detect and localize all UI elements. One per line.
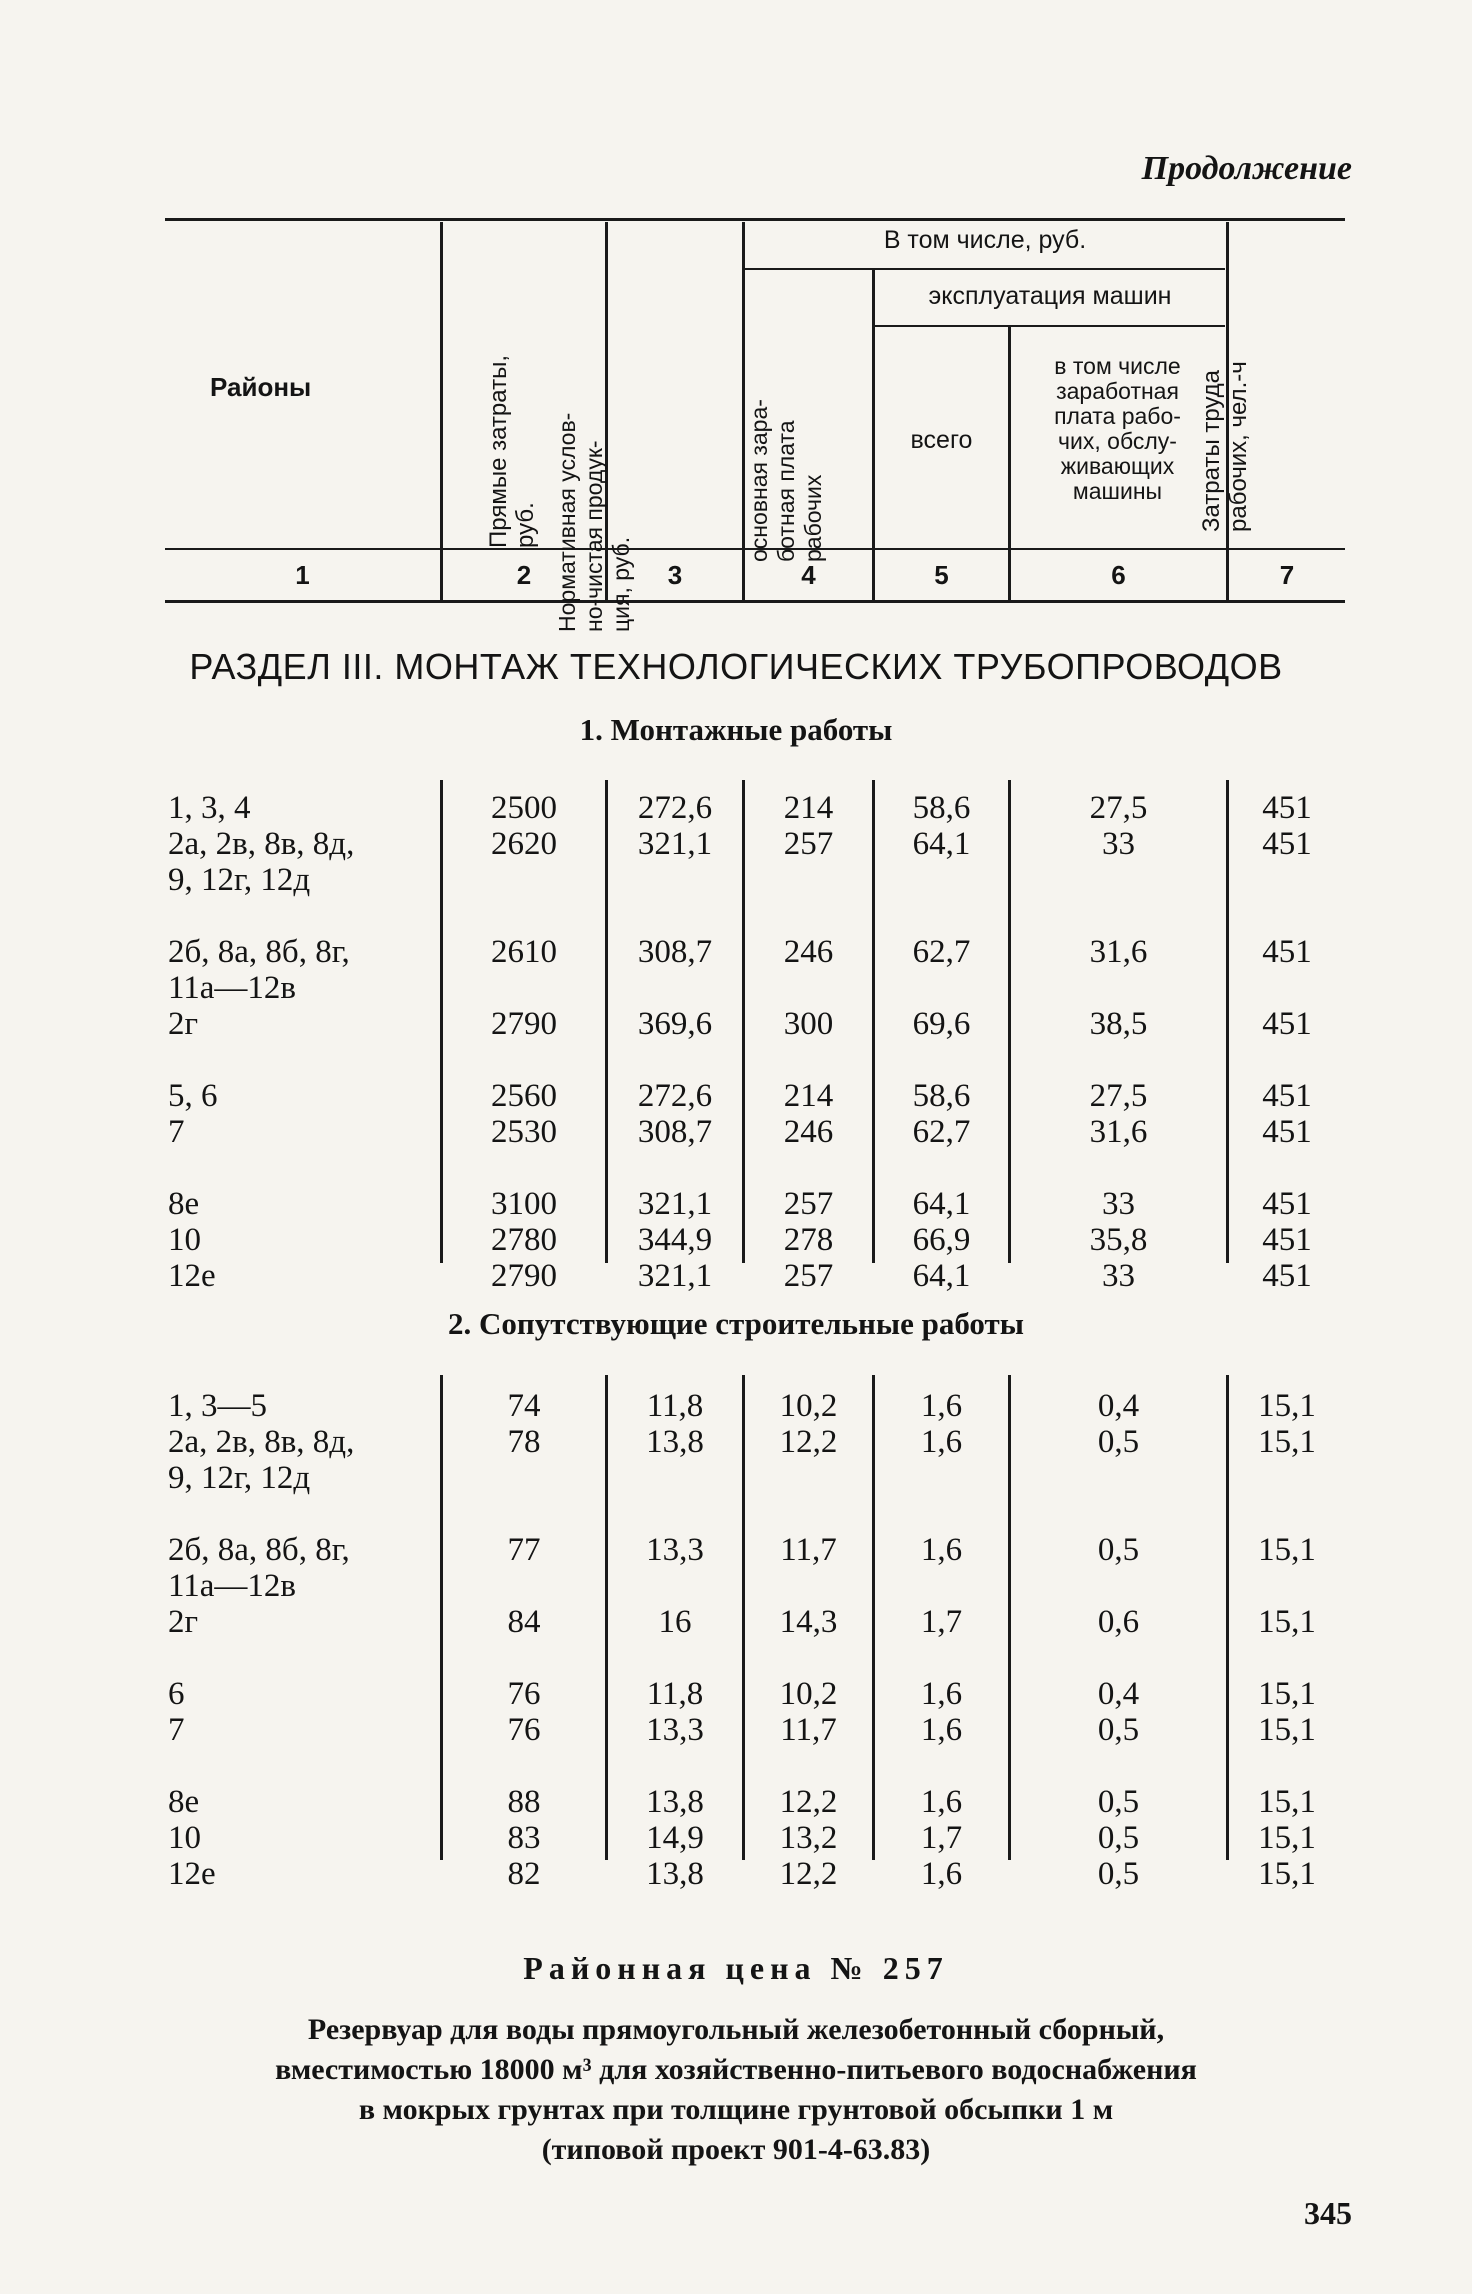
price-description: Резервуар для воды прямоугольный железобетонный сборный, вместимостью 18000 м³ для хозяйственно-питьевого водоснабжения в мокрых грунтах при толщине грунтовой обсыпки 1 м (типовой проект 901-4-63.83): [275, 2013, 1197, 2166]
header-machine-wage: в том числе заработная плата рабо- чих, обслу- живающих машины: [1054, 353, 1181, 504]
sub1-col-normative: 272,6 321,1 308,7 369,6 272,6 308,7 321,1 344,9 321,1: [637, 790, 713, 1294]
header-divider: [440, 222, 443, 600]
colnum-4: 4: [801, 560, 816, 590]
sub1-title: 1. Монтажные работы: [579, 712, 893, 747]
colnum-3: 3: [667, 560, 683, 590]
incl-group-rule: [745, 268, 1225, 270]
sub2-col-normative: 11,8 13,8 13,3 16 11,8 13,3 13,8 14,9 13,8: [646, 1388, 704, 1892]
sub2-title: 2. Сопутствующие строительные работы: [448, 1306, 1024, 1341]
header-divider: [742, 222, 745, 600]
machine-group-rule: [875, 325, 1225, 327]
sub1-col-machine-total: 58,6 64,1 62,7 69,6 58,6 62,7 64,1 66,9 64,1: [912, 790, 971, 1294]
header-districts: Районы: [210, 372, 312, 402]
colnum-1: 1: [295, 560, 310, 590]
page-number: 345: [1304, 2195, 1352, 2231]
sub2-col-labor: 15,1 15,1 15,1 15,1 15,1 15,1 15,1 15,1 15,1: [1258, 1388, 1316, 1892]
colnum-bottom-rule: [165, 600, 1345, 603]
header-labor: Затраты труда рабочих, чел.-ч: [1198, 361, 1252, 532]
header-normative-output: Нормативная услов- но-чистая продук- ция, руб.: [554, 412, 634, 632]
colnum-2: 2: [516, 560, 532, 590]
sub2-col-base-wage: 10,2 12,2 11,7 14,3 10,2 11,7 12,2 13,2 12,2: [779, 1388, 838, 1892]
section-title: РАЗДЕЛ III. МОНТАЖ ТЕХНОЛОГИЧЕСКИХ ТРУБОПРОВОДОВ: [189, 646, 1283, 687]
colnum-6: 6: [1111, 560, 1126, 590]
header-machine-total: всего: [910, 426, 973, 454]
colnum-5: 5: [934, 560, 949, 590]
header-base-wage: основная зара- ботная плата рабочих: [746, 399, 826, 562]
sub2-col-machine-wage: 0,4 0,5 0,5 0,6 0,4 0,5 0,5 0,5 0,5: [1097, 1388, 1140, 1892]
header-direct-costs: Прямые затраты, руб.: [485, 355, 539, 548]
sub1-col-districts: 1, 3, 4 2а, 2в, 8в, 8д, 9, 12г, 12д 2б, 8а, 8б, 8г, 11а—12в 2г 5, 6 7 8е 10 12е: [168, 790, 355, 1294]
header-incl-group: В том числе, руб.: [883, 226, 1087, 254]
sub1-col-base-wage: 214 257 246 300 214 246 257 278 257: [783, 790, 834, 1294]
colnum-7: 7: [1279, 560, 1295, 590]
sub1-col-direct: 2500 2620 2610 2790 2560 2530 3100 2780 2790: [491, 790, 557, 1294]
sub2-col-machine-total: 1,6 1,6 1,6 1,7 1,6 1,6 1,6 1,7 1,6: [920, 1388, 963, 1892]
header-machine-group: эксплуатация машин: [928, 282, 1172, 310]
sub2-col-direct: 74 78 77 84 76 76 88 83 82: [507, 1388, 541, 1892]
table-top-rule: [165, 218, 1345, 221]
continuation-label: Продолжение: [1141, 150, 1352, 187]
sub1-col-labor: 451 451 451 451 451 451 451 451 451: [1262, 790, 1312, 1294]
price-title: Районная цена № 257: [523, 1950, 949, 1986]
sub1-col-machine-wage: 27,5 33 31,6 38,5 27,5 31,6 33 35,8 33: [1089, 790, 1148, 1294]
sub2-col-districts: 1, 3—5 2а, 2в, 8в, 8д, 9, 12г, 12д 2б, 8а, 8б, 8г, 11а—12в 2г 6 7 8е 10 12е: [168, 1388, 355, 1892]
